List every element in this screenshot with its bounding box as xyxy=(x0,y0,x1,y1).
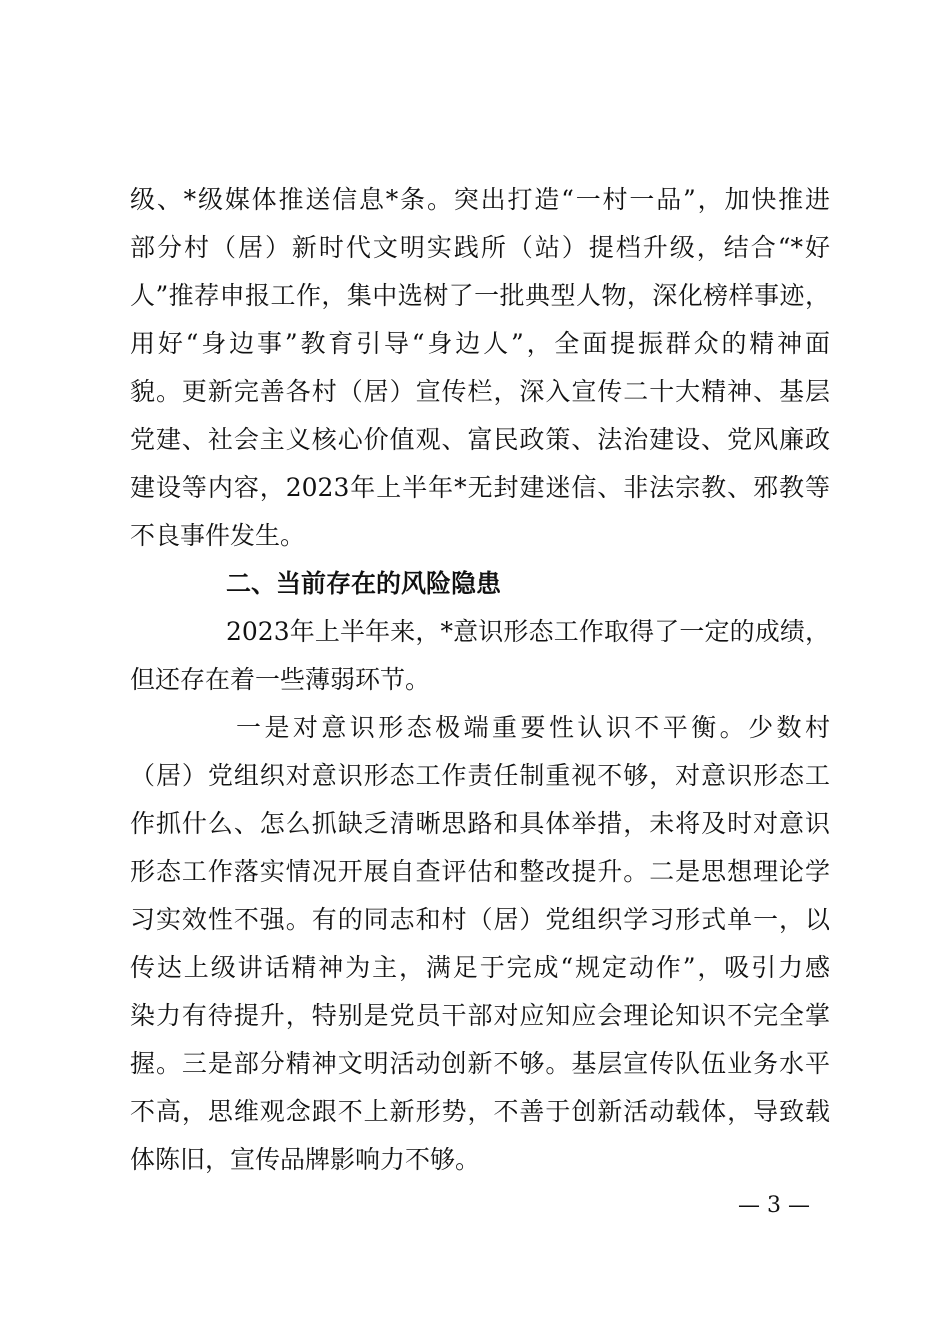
paragraph-line: 党建、社会主义核心价值观、富民政策、法治建设、党风廉政 xyxy=(130,425,830,454)
paragraph-line: 传达上级讲话精神为主，满足于完成“规定动作”，吸引力感 xyxy=(130,953,830,982)
paragraph-line: 2023年上半年来，*意识形态工作取得了一定的成绩， xyxy=(226,617,830,646)
paragraph-line: 一是对意识形态极端重要性认识不平衡。少数村 xyxy=(236,713,830,742)
paragraph-line: 不良事件发生。 xyxy=(130,521,306,550)
paragraph-line: 体陈旧，宣传品牌影响力不够。 xyxy=(130,1145,481,1174)
page-number: — 3 — xyxy=(738,1193,810,1218)
paragraph-line: 建设等内容，2023年上半年*无封建迷信、非法宗教、邪教等 xyxy=(130,473,830,502)
paragraph-line: 级、*级媒体推送信息*条。突出打造“一村一品”，加快推进 xyxy=(130,185,830,214)
paragraph-line: 习实效性不强。有的同志和村（居）党组织学习形式单一，以 xyxy=(130,905,830,934)
paragraph-line: 人”推荐申报工作，集中选树了一批典型人物，深化榜样事迹， xyxy=(130,281,830,310)
paragraph-line: 但还存在着一些薄弱环节。 xyxy=(130,665,431,694)
paragraph-line: 染力有待提升，特别是党员干部对应知应会理论知识不完全掌 xyxy=(130,1001,830,1030)
section-heading: 二、当前存在的风险隐患 xyxy=(226,569,502,598)
paragraph-line: 形态工作落实情况开展自查评估和整改提升。二是思想理论学 xyxy=(130,857,830,886)
paragraph-line: 作抓什么、怎么抓缺乏清晰思路和具体举措，未将及时对意识 xyxy=(130,809,830,838)
paragraph-line: 貌。更新完善各村（居）宣传栏，深入宣传二十大精神、基层 xyxy=(130,377,830,406)
paragraph-line: 用好“身边事”教育引导“身边人”，全面提振群众的精神面 xyxy=(130,329,830,358)
paragraph-line: 握。三是部分精神文明活动创新不够。基层宣传队伍业务水平 xyxy=(130,1049,830,1078)
paragraph-line: 不高，思维观念跟不上新形势，不善于创新活动载体，导致载 xyxy=(130,1097,830,1126)
paragraph-line: 部分村（居）新时代文明实践所（站）提档升级，结合“*好 xyxy=(130,233,830,262)
paragraph-line: （居）党组织对意识形态工作责任制重视不够，对意识形态工 xyxy=(130,761,830,790)
